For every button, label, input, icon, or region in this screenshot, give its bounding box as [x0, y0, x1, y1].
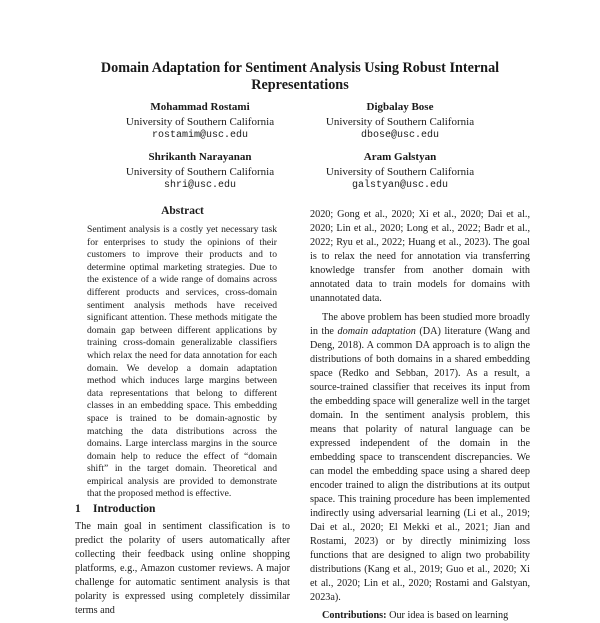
paragraph-text: (DA) literature (Wang and Deng, 2018). A common DA approach is to align the distributions of both domains in a shared embedding space (Redko and Sebban, 2017). As a result, a source-trained classifier that receives its input from the embedding space will generalize well in the target domain. In the sentiment analysis problem, this means that polarity of natural language can be expressed independent of the domain in the embedding space to transcendent discrepancies. We can model the embedding space using a shared deep encoder trained to align the distributions at its output space. This training procedure has been implemented indirectly using adversarial learning (Li et al., 2019; Dai et al., 2020; El Mekki et al., 2021; Jian and Rostami, 2023) or by directly minimizing loss functions that are designed to align two probability distributions (Kang et al., 2019; Guo et al., 2020; Xi et al., 2020; Lin et al., 2020; Rostami and Galstyan, 2023a).	[310, 326, 531, 603]
section-heading	[75, 503, 155, 515]
author-affiliation: University of Southern California	[325, 165, 475, 178]
paragraph-continued: 2020; Gong et al., 2020; Xi et al., 2020; Dai et al., 2020; Lin et al., 2020; Long et al., 2022; Badr et al., 2022; Ryu et al., 2022; Huang et al., 2023). The goal is to relax the need for annotation via transferring knowledge transfer from another domain with annotated data to train models for domains with unannotated data.	[310, 209, 530, 304]
section-number: 1	[75, 503, 81, 515]
abstract-heading: Abstract	[161, 205, 204, 217]
introduction-text: The main goal in sentiment classification is to predict the polarity of users automatically after collecting their feedback using online shopping platforms, e.g., Amazon customer reviews. A major challenge for automatic sentiment analysis is that polarity is expressed using completely dissimilar terms and	[75, 521, 290, 616]
author-name: Shrikanth Narayanan	[148, 151, 252, 163]
author-block	[295, 100, 505, 144]
author-block	[95, 100, 305, 144]
author-name: Aram Galstyan	[363, 151, 437, 163]
author-name: Mohammad Rostami	[150, 101, 250, 113]
contributions-label: Contributions:	[322, 610, 387, 621]
paragraph-domain-adaptation	[310, 311, 530, 605]
author-block	[295, 150, 505, 194]
paper-title: Domain Adaptation for Sentiment Analysis Using Robust Internal Representations	[100, 60, 500, 93]
author-affiliation: University of Southern California	[125, 115, 275, 128]
section-title: Introduction	[93, 503, 156, 515]
author-email: dbose@usc.edu	[360, 130, 439, 141]
right-column	[310, 208, 530, 623]
paragraph-contributions	[310, 609, 530, 623]
paragraph-text: The above problem has been studied more broadly in the	[310, 312, 530, 337]
author-email: shri@usc.edu	[163, 180, 236, 191]
author-name: Digbalay Bose	[366, 101, 434, 113]
author-affiliation: University of Southern California	[125, 165, 275, 178]
emphasis-term: domain adaptation	[337, 326, 416, 337]
author-block	[95, 150, 305, 194]
author-email: rostamim@usc.edu	[151, 130, 248, 141]
abstract-text: Sentiment analysis is a costly yet necessary task for enterprises to study the opinions of their customers to improve their products and to determine optimal marketing strategies. Due to the existence of a wide range of domains across different products and services, cross-domain sentiment analysis methods have received significant attention. These methods mitigate the domain gap between different applications by training cross-domain generalizable classifiers which relax the need for data annotation for each domain. We develop a domain adaptation method which induces large margins between data representations that belong to different classes in an embedding space. This embedding space is trained to be domain-agnostic by matching the data distributions across the domains. Large interclass margins in the source domain help to reduce the effect of “domain shift” in the target domain. Theoretical and empirical analysis are provided to demonstrate that the proposed method is effective.	[87, 224, 277, 500]
author-affiliation: University of Southern California	[325, 115, 475, 128]
author-email: galstyan@usc.edu	[351, 180, 448, 191]
paragraph-text: Our idea is based on learning	[386, 610, 509, 621]
